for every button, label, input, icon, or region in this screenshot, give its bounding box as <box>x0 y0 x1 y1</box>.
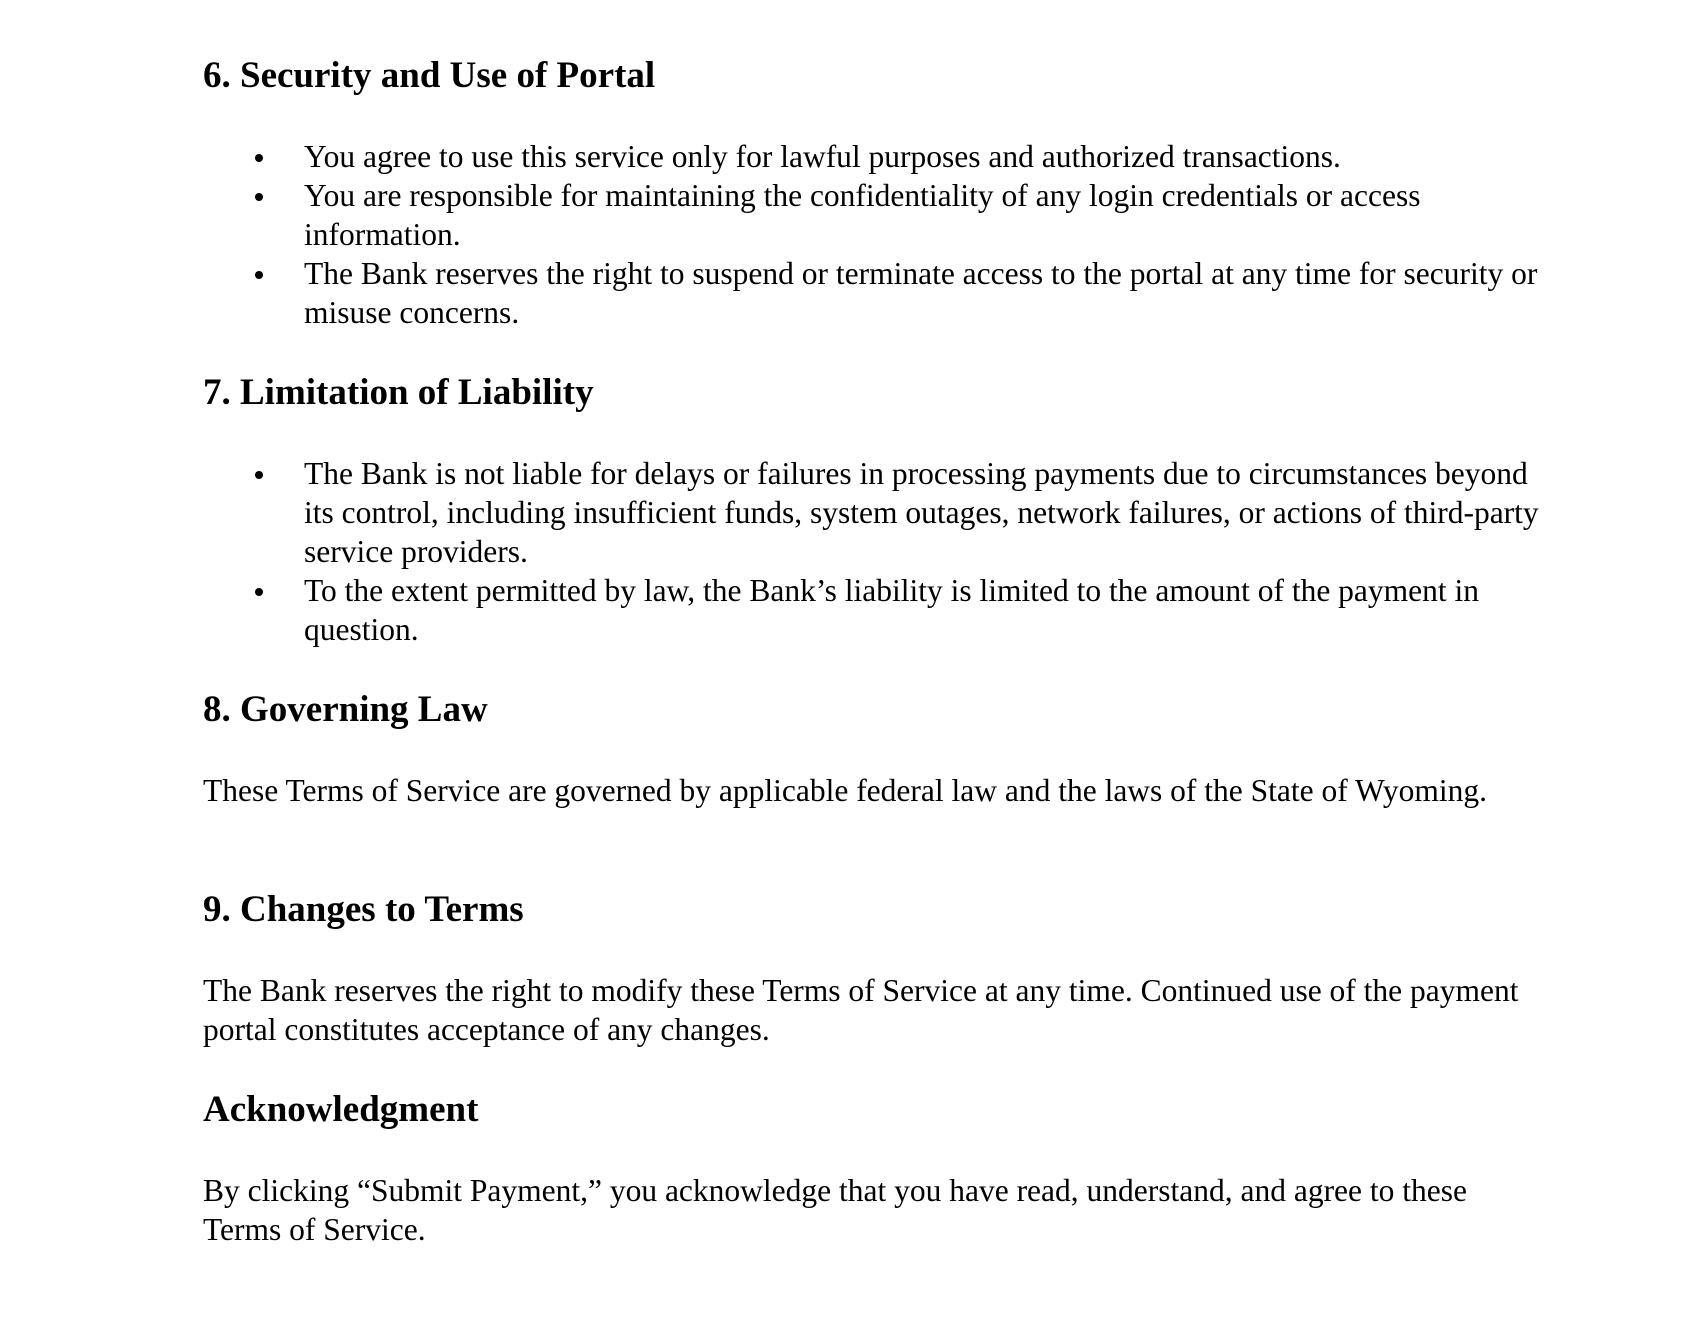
list-item-text: The Bank is not liable for delays or failures in processing payments due to circumstances beyond its control, including insufficient funds, system outages, network failures, or actions of third-party service providers. <box>304 456 1539 569</box>
list-item-text: To the extent permitted by law, the Bank’s liability is limited to the amount of the payment in question. <box>304 573 1480 647</box>
list-item <box>0 254 1544 332</box>
section-heading-liability: 7. Limitation of Liability <box>203 372 594 413</box>
acknowledgment-paragraph: By clicking “Submit Payment,” you acknowledge that you have read, understand, and agree to these Terms of Service. <box>203 1173 1467 1247</box>
section-heading-governing-law: 8. Governing Law <box>203 689 488 730</box>
governing-law-paragraph: These Terms of Service are governed by applicable federal law and the laws of the State of Wyoming. <box>203 773 1488 808</box>
security-bullet-list <box>0 137 1544 332</box>
bullet-icon <box>255 193 263 201</box>
bullet-icon <box>255 588 263 596</box>
list-item <box>0 137 1544 176</box>
list-item-text: The Bank reserves the right to suspend or terminate access to the portal at any time for security or misuse concerns. <box>304 256 1538 330</box>
list-item-text: You agree to use this service only for lawful purposes and authorized transactions. <box>304 139 1341 174</box>
bullet-icon <box>255 271 263 279</box>
changes-paragraph: The Bank reserves the right to modify these Terms of Service at any time. Continued use of the payment portal constitutes acceptance of any changes. <box>203 973 1519 1047</box>
list-item <box>0 571 1544 649</box>
bullet-icon <box>255 471 263 479</box>
list-item-text: You are responsible for maintaining the confidentiality of any login credentials or access information. <box>304 178 1421 252</box>
section-heading-security: 6. Security and Use of Portal <box>203 55 656 96</box>
list-item <box>0 176 1544 254</box>
bullet-icon <box>255 154 263 162</box>
section-heading-acknowledgment: Acknowledgment <box>203 1089 479 1130</box>
liability-bullet-list <box>0 454 1544 649</box>
list-item <box>0 454 1544 571</box>
section-heading-changes: 9. Changes to Terms <box>203 889 524 930</box>
